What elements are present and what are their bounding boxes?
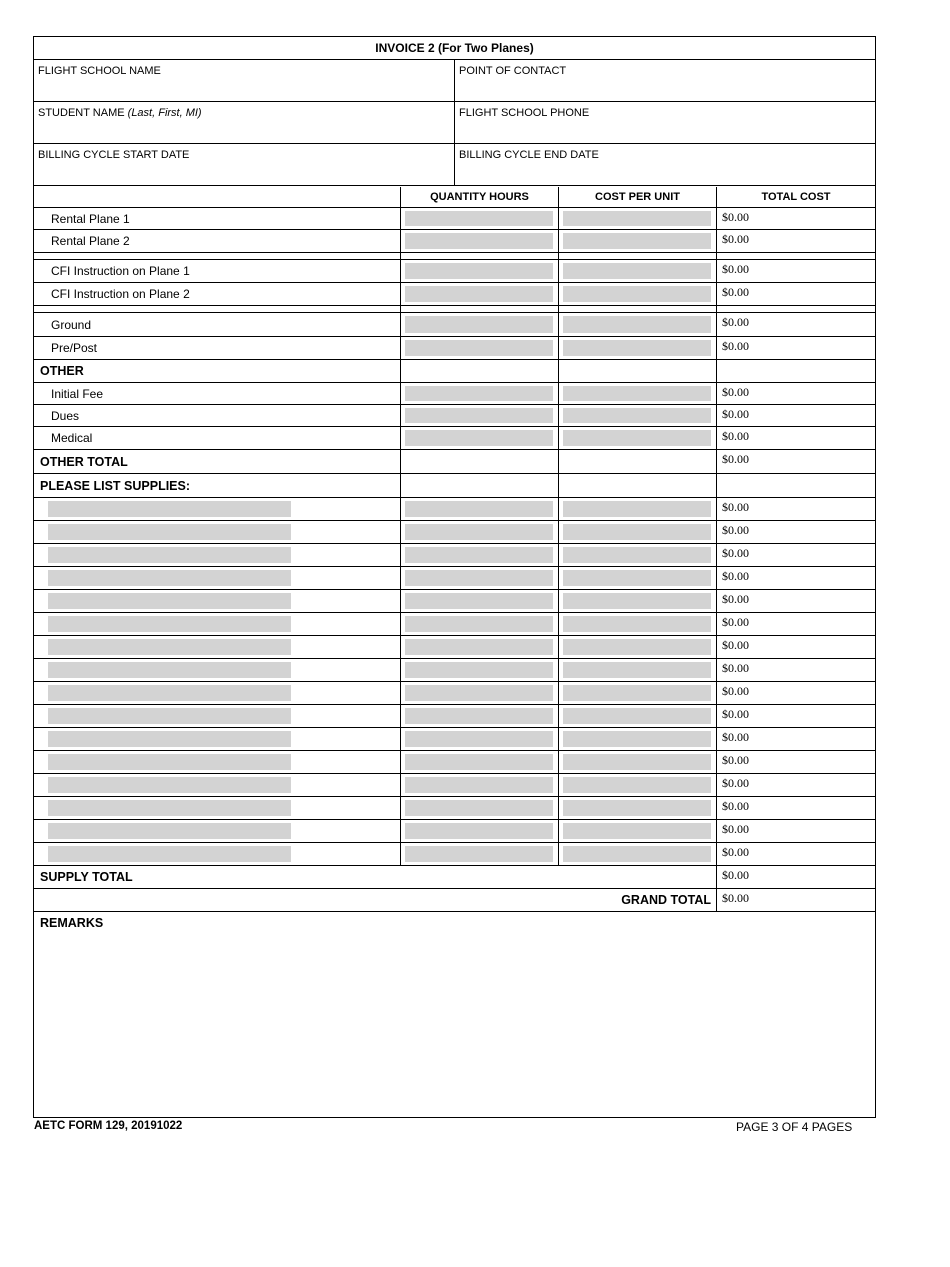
student-name-field[interactable] — [34, 102, 455, 143]
dues-row — [34, 405, 875, 427]
supply-cost-input[interactable] — [563, 777, 711, 793]
supply-item-input[interactable] — [48, 593, 291, 609]
supply-line-total: $0.00 — [722, 730, 749, 744]
supply-quantity-input[interactable] — [405, 639, 553, 655]
supply-line-total: $0.00 — [722, 845, 749, 859]
supply-line-total: $0.00 — [722, 776, 749, 790]
initial-fee-row — [34, 383, 875, 405]
billing-end-label: BILLING CYCLE END DATE — [459, 149, 599, 161]
supply-line-total: $0.00 — [722, 661, 749, 675]
ground-cost-input[interactable] — [563, 316, 711, 333]
supply-line-total: $0.00 — [722, 822, 749, 836]
supply-line-row — [34, 544, 875, 567]
supply-line-row — [34, 705, 875, 728]
billing-start-label: BILLING CYCLE START DATE — [38, 149, 190, 161]
supply-line-row — [34, 498, 875, 521]
supply-line-total: $0.00 — [722, 753, 749, 767]
medical-row — [34, 427, 875, 450]
supply-line-total: $0.00 — [722, 592, 749, 606]
supply-line-total: $0.00 — [722, 500, 749, 514]
total-cost-header: TOTAL COST — [761, 191, 831, 203]
other-total-row — [34, 450, 875, 474]
initial-fee-quantity-input[interactable] — [405, 386, 553, 401]
student-name-label: STUDENT NAME — [38, 107, 125, 119]
supply-cost-input[interactable] — [563, 501, 711, 517]
cfi-plane-1-label: CFI Instruction on Plane 1 — [34, 260, 401, 282]
supply-item-input[interactable] — [48, 708, 291, 724]
cfi-plane-1-cost-input[interactable] — [563, 263, 711, 279]
supply-line-row — [34, 751, 875, 774]
supply-line-total: $0.00 — [722, 799, 749, 813]
supply-item-input[interactable] — [48, 685, 291, 701]
ground-label: Ground — [34, 313, 401, 336]
other-heading-row — [34, 360, 875, 383]
cost-per-unit-header: COST PER UNIT — [559, 187, 717, 207]
prepost-total: $0.00 — [722, 339, 749, 353]
supply-item-input[interactable] — [48, 823, 291, 839]
supply-quantity-input[interactable] — [405, 754, 553, 770]
supply-cost-input[interactable] — [563, 685, 711, 701]
supply-total-label: SUPPLY TOTAL — [40, 870, 133, 884]
supply-quantity-input[interactable] — [405, 662, 553, 678]
supply-cost-input[interactable] — [563, 662, 711, 678]
cfi-plane-2-total: $0.00 — [722, 285, 749, 299]
rental-plane-1-label: Rental Plane 1 — [34, 208, 401, 229]
supplies-heading-row — [34, 474, 875, 498]
supply-cost-input[interactable] — [563, 823, 711, 839]
supply-item-input[interactable] — [48, 501, 291, 517]
supply-cost-input[interactable] — [563, 639, 711, 655]
grand-total-value: $0.00 — [722, 891, 749, 905]
ground-total: $0.00 — [722, 315, 749, 329]
supply-item-input[interactable] — [48, 662, 291, 678]
prepost-quantity-input[interactable] — [405, 340, 553, 356]
supply-line-total: $0.00 — [722, 638, 749, 652]
header-row-3 — [34, 144, 875, 186]
medical-cost-input[interactable] — [563, 430, 711, 446]
supply-cost-input[interactable] — [563, 547, 711, 563]
supply-line-row — [34, 797, 875, 820]
point-of-contact-field[interactable] — [455, 60, 875, 101]
supply-quantity-input[interactable] — [405, 570, 553, 586]
flight-school-name-field[interactable] — [34, 60, 455, 101]
supply-quantity-input[interactable] — [405, 708, 553, 724]
header-row-2 — [34, 102, 875, 144]
supply-line-total: $0.00 — [722, 523, 749, 537]
supply-cost-input[interactable] — [563, 616, 711, 632]
cfi-plane-1-row — [34, 260, 875, 283]
ground-row — [34, 313, 875, 337]
supply-line-total: $0.00 — [722, 615, 749, 629]
rental-plane-1-cost-input[interactable] — [563, 211, 711, 226]
flight-school-name-label: FLIGHT SCHOOL NAME — [38, 65, 161, 77]
initial-fee-label: Initial Fee — [34, 383, 401, 404]
supply-cost-input[interactable] — [563, 754, 711, 770]
supply-cost-input[interactable] — [563, 800, 711, 816]
supply-quantity-input[interactable] — [405, 501, 553, 517]
supply-item-input[interactable] — [48, 547, 291, 563]
dues-quantity-input[interactable] — [405, 408, 553, 423]
rental-plane-2-row — [34, 230, 875, 253]
ground-quantity-input[interactable] — [405, 316, 553, 333]
supply-quantity-input[interactable] — [405, 524, 553, 540]
supply-line-total: $0.00 — [722, 707, 749, 721]
prepost-label: Pre/Post — [34, 337, 401, 359]
cfi-plane-2-quantity-input[interactable] — [405, 286, 553, 302]
billing-end-field[interactable] — [455, 144, 875, 185]
supply-line-row — [34, 682, 875, 705]
supply-item-input[interactable] — [48, 570, 291, 586]
dues-cost-input[interactable] — [563, 408, 711, 423]
rental-plane-2-label: Rental Plane 2 — [34, 230, 401, 252]
supply-item-input[interactable] — [48, 777, 291, 793]
supply-item-input[interactable] — [48, 639, 291, 655]
supply-item-input[interactable] — [48, 846, 291, 862]
point-of-contact-label: POINT OF CONTACT — [459, 65, 567, 77]
supply-total-row — [34, 866, 875, 889]
supplies-heading: PLEASE LIST SUPPLIES: — [34, 474, 401, 497]
supply-quantity-input[interactable] — [405, 547, 553, 563]
initial-fee-total: $0.00 — [722, 385, 749, 399]
supply-line-row — [34, 843, 875, 866]
rental-plane-2-quantity-input[interactable] — [405, 233, 553, 249]
other-total-label: OTHER TOTAL — [34, 450, 401, 473]
page-number: PAGE 3 OF 4 PAGES — [736, 1120, 853, 1134]
supply-total-value: $0.00 — [722, 868, 749, 882]
rental-plane-2-total: $0.00 — [722, 232, 749, 246]
supply-line-row — [34, 521, 875, 544]
cfi-plane-2-cost-input[interactable] — [563, 286, 711, 302]
supply-cost-input[interactable] — [563, 846, 711, 862]
remarks-label: REMARKS — [40, 916, 104, 930]
supply-line-row — [34, 820, 875, 843]
medical-total: $0.00 — [722, 429, 749, 443]
flight-school-phone-field[interactable] — [455, 102, 875, 143]
column-header-row — [34, 187, 875, 208]
supply-quantity-input[interactable] — [405, 846, 553, 862]
supply-cost-input[interactable] — [563, 593, 711, 609]
other-total-value: $0.00 — [722, 452, 749, 466]
supply-line-row — [34, 659, 875, 682]
spacer-row — [34, 253, 875, 260]
supply-line-total: $0.00 — [722, 546, 749, 560]
rental-plane-1-total: $0.00 — [722, 210, 749, 224]
medical-quantity-input[interactable] — [405, 430, 553, 446]
dues-label: Dues — [34, 405, 401, 426]
cfi-plane-1-quantity-input[interactable] — [405, 263, 553, 279]
supply-line-row — [34, 590, 875, 613]
supply-item-input[interactable] — [48, 616, 291, 632]
dues-total: $0.00 — [722, 407, 749, 421]
rental-plane-1-row — [34, 208, 875, 230]
grand-total-row — [34, 889, 875, 912]
quantity-hours-header: QUANTITY HOURS — [401, 187, 559, 207]
prepost-cost-input[interactable] — [563, 340, 711, 356]
supply-quantity-input[interactable] — [405, 616, 553, 632]
billing-start-field[interactable] — [34, 144, 455, 185]
form-id: AETC FORM 129, 20191022 — [34, 1120, 183, 1132]
supply-line-row — [34, 728, 875, 751]
cfi-plane-2-row — [34, 283, 875, 306]
grand-total-label: GRAND TOTAL — [621, 893, 711, 907]
supply-line-row — [34, 636, 875, 659]
other-heading: OTHER — [34, 360, 401, 382]
header-row-1 — [34, 60, 875, 102]
spacer-row — [34, 306, 875, 313]
supply-item-input[interactable] — [48, 800, 291, 816]
supply-cost-input[interactable] — [563, 708, 711, 724]
supply-line-row — [34, 613, 875, 636]
flight-school-phone-label: FLIGHT SCHOOL PHONE — [459, 107, 590, 119]
initial-fee-cost-input[interactable] — [563, 386, 711, 401]
supply-item-input[interactable] — [48, 754, 291, 770]
cfi-plane-2-label: CFI Instruction on Plane 2 — [34, 283, 401, 305]
supply-quantity-input[interactable] — [405, 593, 553, 609]
rental-plane-1-quantity-input[interactable] — [405, 211, 553, 226]
supply-quantity-input[interactable] — [405, 777, 553, 793]
supply-line-row — [34, 567, 875, 590]
supply-item-input[interactable] — [48, 524, 291, 540]
supply-quantity-input[interactable] — [405, 731, 553, 747]
supply-cost-input[interactable] — [563, 570, 711, 586]
supply-cost-input[interactable] — [563, 731, 711, 747]
supply-line-total: $0.00 — [722, 684, 749, 698]
rental-plane-2-cost-input[interactable] — [563, 233, 711, 249]
supply-quantity-input[interactable] — [405, 685, 553, 701]
supply-line-row — [34, 774, 875, 797]
prepost-row — [34, 337, 875, 360]
student-name-hint: (Last, First, MI) — [127, 107, 202, 119]
remarks-box[interactable] — [34, 912, 875, 1117]
supply-line-total: $0.00 — [722, 569, 749, 583]
supply-cost-input[interactable] — [563, 524, 711, 540]
medical-label: Medical — [34, 427, 401, 449]
invoice-form — [33, 36, 876, 1118]
supply-quantity-input[interactable] — [405, 800, 553, 816]
supply-item-input[interactable] — [48, 731, 291, 747]
form-title: INVOICE 2 (For Two Planes) — [34, 37, 875, 60]
supply-quantity-input[interactable] — [405, 823, 553, 839]
cfi-plane-1-total: $0.00 — [722, 262, 749, 276]
